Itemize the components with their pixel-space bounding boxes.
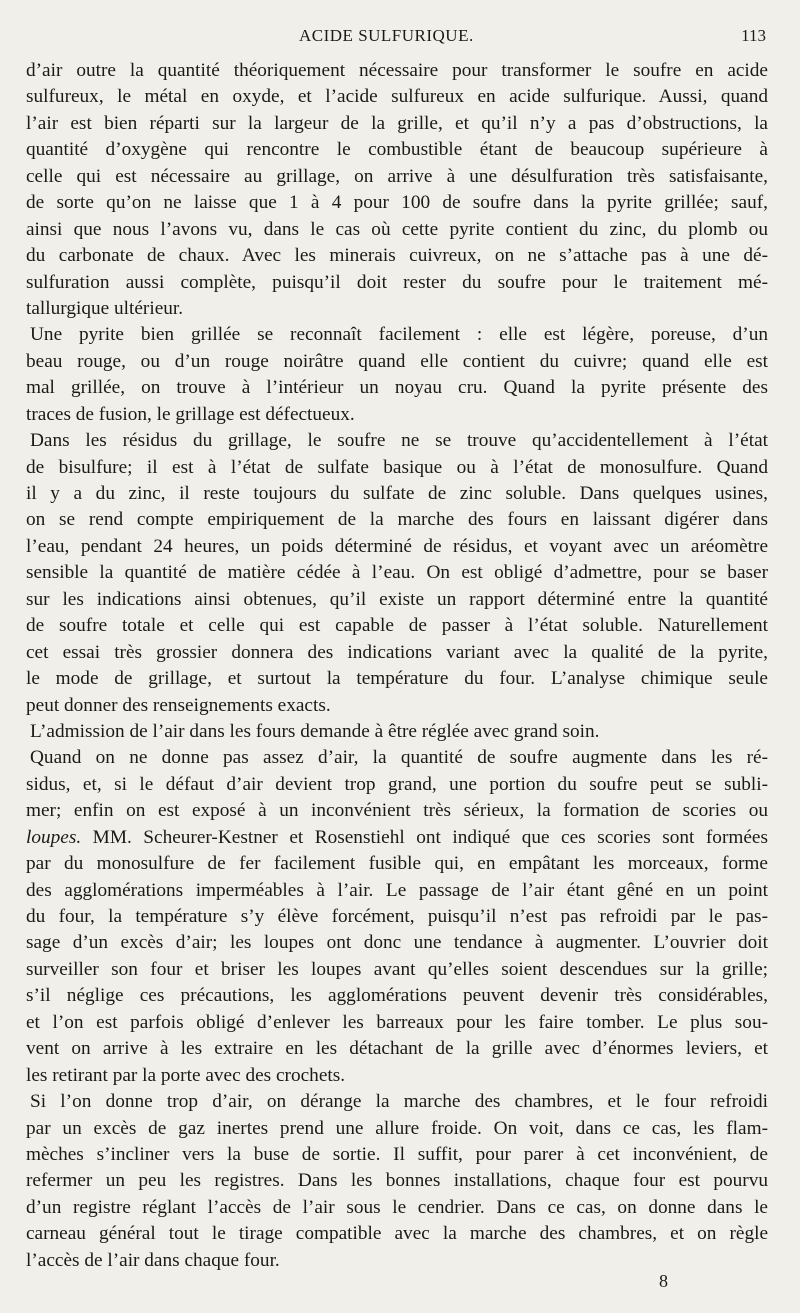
text-line: traces de fusion, le grillage est défectueux.	[26, 403, 355, 425]
text-line: cet essai très grossier donnera des indications variant avec la qualité de la pyrite,	[26, 641, 768, 663]
text-line: carneau général tout le tirage compatible avec la marche des chambres, et on règle	[26, 1223, 768, 1245]
text-line: loupes. MM. Scheurer-Kestner et Rosenstiehl ont indiqué que ces scories sont formées	[26, 826, 768, 848]
text-line: de soufre totale et celle qui est capable de passer à l’état soluble. Naturellement	[26, 615, 768, 637]
text-line: de sorte qu’on ne laisse que 1 à 4 pour 100 de soufre dans la pyrite grillée; sauf,	[26, 192, 768, 214]
text-line: on se rend compte empiriquement de la marche des fours en laissant digérer dans	[26, 509, 768, 531]
italic-term: loupes.	[26, 826, 82, 848]
text-line: beau rouge, ou d’un rouge noirâtre quand elle contient du cuivre; quand elle est	[26, 350, 768, 372]
text-line: l’air est bien réparti sur la largeur de la grille, et qu’il n’y a pas d’obstructions, la	[26, 112, 768, 134]
text-line: Dans les résidus du grillage, le soufre ne se trouve qu’accidentellement à l’état	[30, 430, 768, 452]
text-line: le mode de grillage, et surtout la température du four. L’analyse chimique seule	[26, 668, 768, 690]
text-line: Si l’on donne trop d’air, on dérange la marche des chambres, et le four refroidi	[30, 1091, 768, 1113]
text-line: sur les indications ainsi obtenues, qu’il existe un rapport déterminé entre la quantité	[26, 588, 768, 610]
text-line: peut donner des renseignements exacts.	[26, 694, 331, 716]
text-line: Une pyrite bien grillée se reconnaît facilement : elle est légère, poreuse, d’un	[30, 324, 768, 346]
text-line: surveiller son four et briser les loupes avant qu’elles soient descendues sur la grille;	[26, 958, 768, 980]
text-line: mer; enfin on est exposé à un inconvénient très sérieux, la formation de scories ou	[26, 800, 768, 822]
text-line: s’il néglige ces précautions, les agglomérations peuvent devenir très considérables,	[26, 985, 768, 1007]
signature-mark: 8	[659, 1271, 668, 1291]
text-line: sulfureux, le métal en oxyde, et l’acide sulfureux en acide sulfurique. Aussi, quand	[26, 86, 768, 108]
text-line: sulfuration aussi complète, puisqu’il doit rester du soufre pour le traitement mé-	[26, 271, 768, 293]
page-number: 113	[741, 26, 766, 45]
body-text	[26, 58, 768, 1274]
text-line: celle qui est nécessaire au grillage, on arrive à une désulfuration très satisfaisante,	[26, 165, 768, 187]
text-line: mal grillée, on trouve à l’intérieur un noyau cru. Quand la pyrite présente des	[26, 377, 768, 399]
text-line: du carbonate de chaux. Avec les minerais cuivreux, on ne s’attache pas à une dé-	[26, 245, 768, 267]
text-line: l’accès de l’air dans chaque four.	[26, 1249, 280, 1271]
text-line: sage d’un excès d’air; les loupes ont donc une tendance à augmenter. L’ouvrier doit	[26, 932, 768, 954]
text-line: sensible la quantité de matière cédée à l’eau. On est obligé d’admettre, pour se baser	[26, 562, 768, 584]
text-line: d’un registre réglant l’accès de l’air sous le cendrier. Dans ce cas, on donne dans le	[26, 1196, 768, 1218]
text-line: du four, la température s’y élève forcément, puisqu’il n’est pas refroidi par le pas-	[26, 906, 768, 927]
running-head	[0, 26, 800, 50]
text-line: il y a du zinc, il reste toujours du sulfate de zinc soluble. Dans quelques usines,	[26, 483, 768, 504]
text-line: l’eau, pendant 24 heures, un poids déterminé de résidus, et voyant avec un aréomètre	[26, 535, 768, 557]
text-line: d’air outre la quantité théoriquement nécessaire pour transformer le soufre en acide	[26, 60, 768, 81]
text-line: des agglomérations imperméables à l’air. Le passage de l’air étant gêné en un point	[26, 879, 768, 901]
text-line: mèches s’incliner vers la buse de sortie. Il suffit, pour parer à cet inconvénient, de	[26, 1143, 768, 1165]
text-line: L’admission de l’air dans les fours demande à être réglée avec grand soin.	[30, 720, 600, 742]
text-line: par du monosulfure de fer facilement fusible qui, en empâtant les morceaux, forme	[26, 853, 768, 875]
text-line: Quand on ne donne pas assez d’air, la quantité de soufre augmente dans les ré-	[30, 747, 768, 769]
text-line: et l’on est parfois obligé d’enlever les barreaux pour les faire tomber. Le plus sou-	[26, 1011, 768, 1033]
text-line: sidus, et, si le défaut d’air devient trop grand, une portion du soufre peut se subli-	[26, 773, 768, 795]
text-line: ainsi que nous l’avons vu, dans le cas où cette pyrite contient du zinc, du plomb ou	[26, 218, 768, 240]
text-line: vent on arrive à les extraire en les détachant de la grille avec d’énormes leviers, et	[26, 1038, 768, 1060]
text-line: tallurgique ultérieur.	[26, 297, 184, 319]
text-line: par un excès de gaz inertes prend une allure froide. On voit, dans ce cas, les flam-	[26, 1117, 768, 1139]
text-line: refermer un peu les registres. Dans les bonnes installations, chaque four est pourvu	[26, 1170, 768, 1192]
running-title: ACIDE SULFURIQUE.	[299, 26, 474, 45]
text-line: quantité d’oxygène qui rencontre le combustible étant de beaucoup supérieure à	[26, 139, 768, 161]
text-line: les retirant par la porte avec des crochets.	[26, 1064, 346, 1086]
text-line: de bisulfure; il est à l’état de sulfate basique ou à l’état de monosulfure. Quand	[26, 456, 768, 478]
